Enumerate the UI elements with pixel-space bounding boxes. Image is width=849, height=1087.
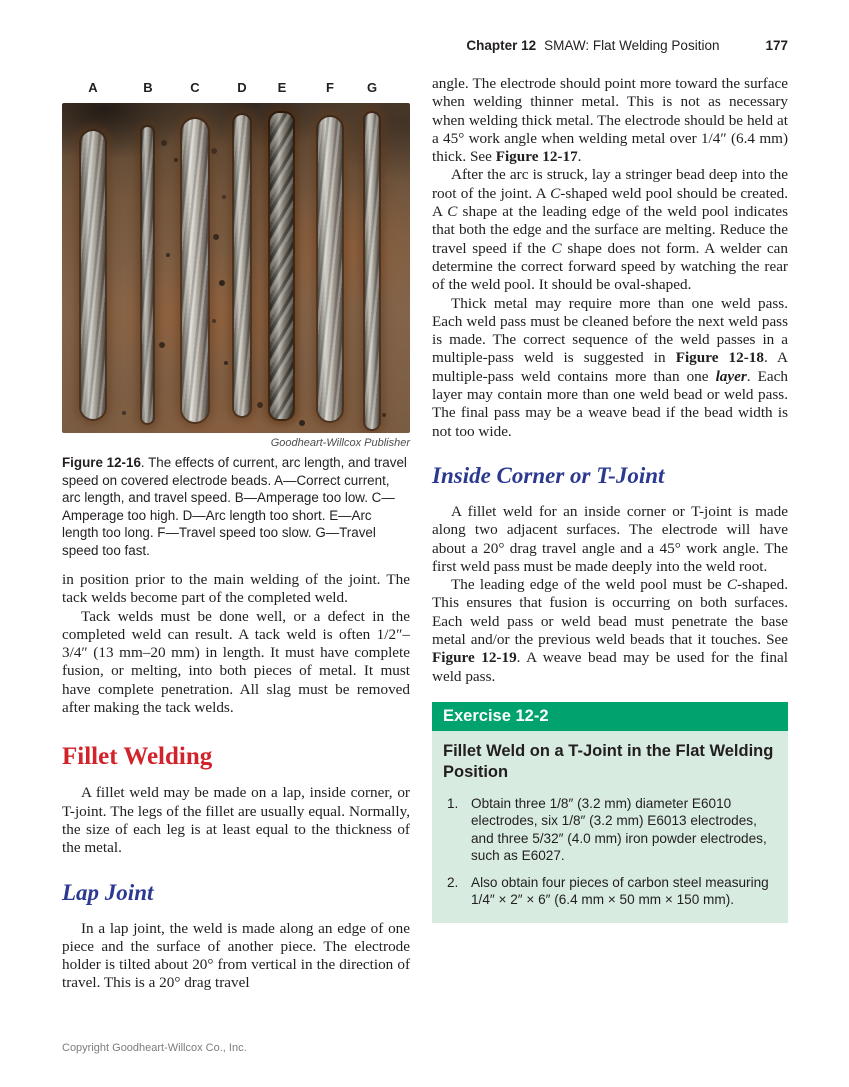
- photo-credit: Goodheart-Willcox Publisher: [270, 437, 410, 449]
- item-number: 2.: [447, 874, 459, 890]
- running-header: [432, 38, 788, 53]
- page-number: 177: [765, 38, 788, 53]
- weld-bead-b: [142, 127, 153, 423]
- item-text: Obtain three 1/8″ (3.2 mm) diameter E6010 electrodes, six 1/8″ (3.2 mm) E6013 electrodes, and three 5/32″ (4.0 mm) iron powder electrodes, such as E6027.: [471, 795, 767, 864]
- weld-bead-e: [270, 113, 293, 419]
- subsection-heading-inside-corner-t-joint: Inside Corner or T-Joint: [432, 462, 665, 488]
- exercise-item: [447, 795, 775, 865]
- item-text: Also obtain four pieces of carbon steel measuring 1/4″ × 2″ × 6″ (6.4 mm × 50 mm × 150 mm).: [471, 874, 769, 908]
- paragraph: Thick metal may require more than one weld pass. Each weld pass must be cleaned before the next weld pass is made. The correct sequence of the weld passes in a multiple-pass weld is suggested in Figure 12-18. A multiple-pass weld contains more than one layer. Each layer may contain more than one weld bead or weld pass. The final pass may be a weave bead if the bead width is not too wide.: [432, 294, 789, 440]
- paragraph: angle. The electrode should point more toward the surface when welding thinner metal. This is not as necessary when welding thick metal. The electrode should be held at a 45° work angle when welding metal over 1/4″ (6.4 mm) thick. See Figure 12-17.: [432, 75, 788, 166]
- exercise-body: [432, 731, 788, 923]
- bead-label-g: G: [366, 80, 378, 95]
- spatter-speckles: [62, 103, 66, 107]
- paragraph: Tack welds must be done well, or a defect in the completed weld can result. A tack weld is often 1/2″–3/4″ (13 mm–20 mm) in length. It must have complete fusion, or melting, into both pieces of metal. It must have complete penetration. All slag must be removed after making the tack welds.: [62, 607, 410, 717]
- exercise-title: Fillet Weld on a T-Joint in the Flat Welding Position: [443, 741, 774, 781]
- bead-label-d: D: [237, 80, 247, 95]
- subsection-heading-lap-joint: Lap Joint: [62, 879, 154, 905]
- weld-bead-c: [182, 119, 208, 422]
- bead-label-a: A: [88, 80, 98, 95]
- item-number: 1.: [447, 795, 459, 811]
- weld-bead-g: [365, 113, 379, 429]
- right-column: [432, 75, 788, 923]
- chapter-title: SMAW: Flat Welding Position: [544, 38, 720, 53]
- chapter-label: Chapter 12: [466, 38, 537, 53]
- weld-beads-photo: [62, 103, 410, 433]
- paragraph: After the arc is struck, lay a stringer bead deep into the root of the joint. A C-shaped weld pool should be created. A C shape at the leading edge of the weld pool indicates that both the edge and the surface are melting. Reduce the travel speed if the C shape does not form. A welder can determine the correct forward speed by watching the rear of the weld pool. It should be oval-shaped.: [432, 166, 788, 294]
- right-body-text: [432, 75, 788, 686]
- exercise-box: [432, 702, 788, 923]
- figure-bead-labels: [62, 80, 410, 96]
- copyright-footer: Copyright Goodheart-Willcox Co., Inc.: [62, 1042, 247, 1054]
- bead-label-b: B: [143, 80, 153, 95]
- paragraph: A fillet weld may be made on a lap, inside corner, or T-joint. The legs of the fillet are usually equal. Normally, the size of each leg is at least equal to the thickness of the metal.: [62, 784, 410, 857]
- weld-bead-f: [318, 117, 342, 421]
- left-column: [62, 80, 410, 993]
- bead-label-e: E: [277, 80, 287, 95]
- paragraph: The leading edge of the weld pool must be C-shaped. This ensures that fusion is occurring on both surfaces. Each weld pass or weld bead must penetrate the base metal and/or the previous weld beads that it touches. See Figure 12-19. A weave bead may be used for the final weld pass.: [432, 576, 788, 685]
- weld-bead-a: [81, 131, 105, 419]
- paragraph: In a lap joint, the weld is made along an edge of one piece and the surface of another piece. The electrode holder is tilted about 20° from vertical in the direction of travel. This is a 20° drag travel: [62, 919, 410, 992]
- weld-bead-d: [234, 115, 250, 416]
- exercise-header: Exercise 12-2: [432, 702, 788, 731]
- exercise-item: [447, 874, 775, 909]
- left-body-text: [62, 571, 410, 993]
- figure-caption: Figure 12-16. The effects of current, arc length, and travel speed on covered electrode beads. A—Correct current, arc length, and travel speed. B—Amperage too low. C—Amperage too high. D—Arc length too short. E—Arc length too long. F—Travel speed too slow. G—Travel speed too fast.: [62, 455, 407, 558]
- paragraph: in position prior to the main welding of the joint. The tack welds become part of the completed weld.: [62, 571, 410, 607]
- paragraph: A fillet weld for an inside corner or T-joint is made along two adjacent surfaces. The electrode will have about a 20° drag travel angle and a 45° work angle. The first weld pass must be made deeply into the weld root.: [432, 502, 788, 575]
- bead-label-f: F: [326, 80, 334, 95]
- section-heading-fillet-welding: Fillet Welding: [62, 743, 213, 771]
- bead-label-c: C: [190, 80, 200, 95]
